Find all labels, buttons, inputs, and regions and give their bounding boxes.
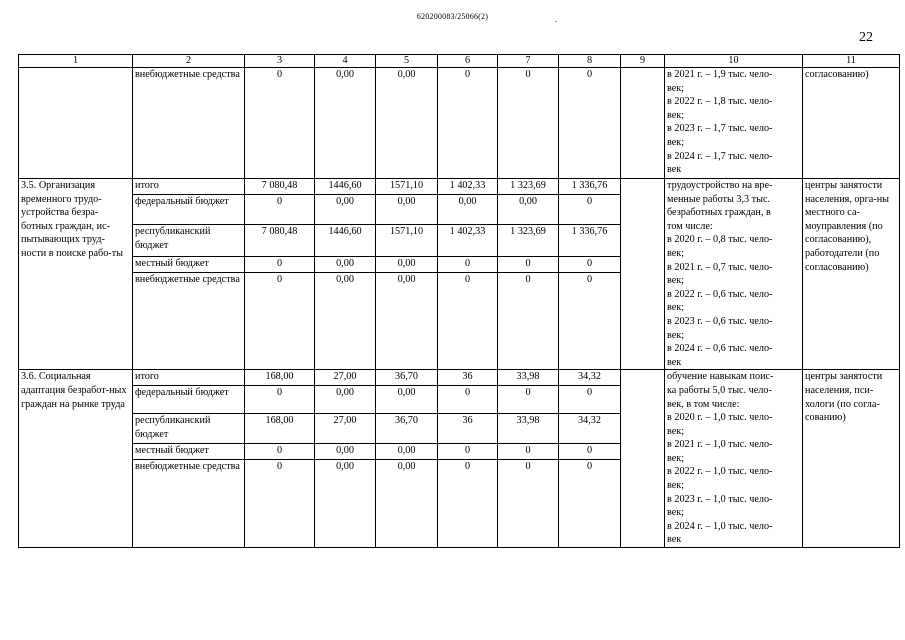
amount-cell: 1446,60 (315, 225, 376, 256)
amount-cell: 1446,60 (315, 179, 376, 195)
column-header: 8 (559, 55, 621, 68)
amount-cell: 33,98 (498, 370, 559, 385)
funding-source-cell: федеральный бюджет (133, 385, 245, 414)
amount-cell: 0,00 (315, 444, 376, 459)
amount-cell: 1 336,76 (559, 179, 621, 195)
funding-source-cell: итого (133, 179, 245, 195)
program-table (18, 54, 900, 548)
indicator-line: в 2022 г. – 1,0 тыс. чело- (667, 466, 773, 478)
indicator-line: век; (667, 480, 685, 492)
amount-cell: 0,00 (376, 385, 438, 414)
amount-cell: 27,00 (315, 370, 376, 385)
measure-name-cell (19, 68, 133, 179)
amount-cell: 168,00 (245, 414, 315, 444)
amount-cell: 0,00 (376, 459, 438, 547)
indicator-line: в 2021 г. – 0,7 тыс. чело- (667, 261, 773, 273)
amount-cell: 0,00 (315, 195, 376, 225)
amount-cell: 0,00 (315, 68, 376, 179)
amount-cell: 0 (245, 273, 315, 370)
indicator-line: в 2020 г. – 0,8 тыс. чело- (667, 234, 773, 246)
amount-cell: 7 080,48 (245, 179, 315, 195)
column-number-row (19, 55, 900, 68)
amount-cell: 0,00 (438, 195, 498, 225)
amount-cell: 33,98 (498, 414, 559, 444)
amount-cell: 36 (438, 414, 498, 444)
amount-cell: 0 (559, 68, 621, 179)
empty-cell (621, 179, 665, 370)
amount-cell: 1 323,69 (498, 179, 559, 195)
indicator-line: в 2024 г. – 1,0 тыс. чело- (667, 520, 773, 532)
indicator-line: менные работы 3,3 тыс. (667, 193, 771, 205)
amount-cell: 0 (559, 459, 621, 547)
amount-cell: 0 (438, 444, 498, 459)
amount-cell: 0 (245, 68, 315, 179)
amount-cell: 0 (438, 273, 498, 370)
indicator-line: век; (667, 507, 685, 519)
funding-source-cell: местный бюджет (133, 444, 245, 459)
amount-cell: 0 (498, 385, 559, 414)
indicator-line: век, в том числе: (667, 398, 740, 410)
indicator-line: в 2021 г. – 1,9 тыс. чело- (667, 69, 773, 80)
funding-source-cell: внебюджетные средства (133, 68, 245, 179)
indicator-line: в 2024 г. – 1,7 тыс. чело- (667, 150, 773, 162)
executor-cell: согласованию) (803, 68, 900, 179)
column-header: 10 (665, 55, 803, 68)
measure-name-cell: 3.6. Социальная адаптация безработ-ных граждан на рынке труда (19, 370, 133, 548)
amount-cell: 0 (498, 256, 559, 272)
amount-cell: 1571,10 (376, 179, 438, 195)
amount-cell: 36 (438, 370, 498, 385)
amount-cell: 0 (559, 273, 621, 370)
amount-cell: 0,00 (376, 68, 438, 179)
indicator-line: век; (667, 136, 685, 148)
indicator-line: в 2024 г. – 0,6 тыс. чело- (667, 343, 773, 355)
amount-cell: 0 (245, 256, 315, 272)
funding-source-cell: местный бюджет (133, 256, 245, 272)
amount-cell: 0,00 (376, 273, 438, 370)
indicator-line: обучение навыкам поис- (667, 371, 774, 383)
document-id: 620200083/25066(2) (416, 12, 489, 21)
indicator-cell (665, 179, 803, 370)
indicator-line: век (667, 164, 682, 176)
indicator-line: век; (667, 329, 685, 341)
indicator-line: том числе: (667, 220, 713, 232)
indicator-line: в 2023 г. – 1,0 тыс. чело- (667, 493, 773, 505)
table-row (19, 68, 900, 179)
amount-cell: 0 (559, 385, 621, 414)
funding-source-cell: федеральный бюджет (133, 195, 245, 225)
amount-cell: 0 (438, 459, 498, 547)
amount-cell: 34,32 (559, 370, 621, 385)
indicator-line: в 2023 г. – 0,6 тыс. чело- (667, 315, 773, 327)
amount-cell: 0 (559, 256, 621, 272)
amount-cell: 0 (438, 68, 498, 179)
funding-source-cell: внебюджетные средства (133, 459, 245, 547)
empty-cell (621, 68, 665, 179)
funding-source-cell: республиканский бюджет (133, 414, 245, 444)
indicator-line: век; (667, 452, 685, 464)
indicator-line: век; (667, 425, 685, 437)
amount-cell: 1 323,69 (498, 225, 559, 256)
indicator-line: в 2022 г. – 0,6 тыс. чело- (667, 288, 773, 300)
column-header: 9 (621, 55, 665, 68)
indicator-line: в 2022 г. – 1,8 тыс. чело- (667, 96, 773, 108)
table-row (19, 179, 900, 195)
amount-cell: 0,00 (498, 195, 559, 225)
column-header: 1 (19, 55, 133, 68)
indicator-line: в 2020 г. – 1,0 тыс. чело- (667, 412, 773, 424)
amount-cell: 0 (559, 444, 621, 459)
amount-cell: 1 402,33 (438, 225, 498, 256)
indicator-line: век; (667, 82, 685, 94)
funding-source-cell: внебюджетные средства (133, 273, 245, 370)
column-header: 2 (133, 55, 245, 68)
amount-cell: 34,32 (559, 414, 621, 444)
amount-cell: 0 (245, 444, 315, 459)
executor-cell: центры занятости населения, пси-хологи (по согла-сованию) (803, 370, 900, 548)
amount-cell: 36,70 (376, 414, 438, 444)
amount-cell: 36,70 (376, 370, 438, 385)
indicator-line: век (667, 534, 682, 546)
indicator-line: век; (667, 247, 685, 259)
amount-cell: 0 (498, 273, 559, 370)
indicator-line: трудоустройство на вре- (667, 180, 773, 191)
column-header: 7 (498, 55, 559, 68)
amount-cell: 0,00 (376, 444, 438, 459)
column-header: 5 (376, 55, 438, 68)
amount-cell: 0,00 (315, 459, 376, 547)
executor-cell: центры занятости населения, орга-ны местного са-моуправления (по согласованию), работодатели (по согласованию) (803, 179, 900, 370)
amount-cell: 7 080,48 (245, 225, 315, 256)
funding-source-cell: итого (133, 370, 245, 385)
amount-cell: 0 (438, 256, 498, 272)
indicator-line: безработных граждан, в (667, 207, 771, 219)
indicator-line: век; (667, 275, 685, 287)
funding-source-cell: республиканский бюджет (133, 225, 245, 256)
amount-cell: 1571,10 (376, 225, 438, 256)
amount-cell: 0,00 (376, 195, 438, 225)
table-row (19, 370, 900, 385)
page-number: 22 (859, 30, 873, 45)
indicator-cell (665, 68, 803, 179)
column-header: 4 (315, 55, 376, 68)
amount-cell: 0 (559, 195, 621, 225)
column-header: 11 (803, 55, 900, 68)
scan-mark: . (555, 15, 557, 24)
indicator-line: век; (667, 302, 685, 314)
indicator-line: ка работы 5,0 тыс. чело- (667, 384, 772, 396)
amount-cell: 0,00 (315, 273, 376, 370)
amount-cell: 0 (498, 459, 559, 547)
amount-cell: 0 (245, 195, 315, 225)
amount-cell: 0,00 (315, 385, 376, 414)
amount-cell: 168,00 (245, 370, 315, 385)
amount-cell: 0 (245, 459, 315, 547)
amount-cell: 1 336,76 (559, 225, 621, 256)
amount-cell: 0 (498, 68, 559, 179)
indicator-line: век (667, 356, 682, 368)
indicator-cell (665, 370, 803, 548)
empty-cell (621, 370, 665, 548)
indicator-line: век; (667, 109, 685, 121)
amount-cell: 0,00 (315, 256, 376, 272)
column-header: 6 (438, 55, 498, 68)
amount-cell: 1 402,33 (438, 179, 498, 195)
column-header: 3 (245, 55, 315, 68)
amount-cell: 0,00 (376, 256, 438, 272)
indicator-line: в 2023 г. – 1,7 тыс. чело- (667, 123, 773, 135)
indicator-line: в 2021 г. – 1,0 тыс. чело- (667, 439, 773, 451)
amount-cell: 0 (245, 385, 315, 414)
measure-name-cell: 3.5. Организация временного трудо-устройства безра-ботных граждан, ис-пытывающих труд-ности в поиске рабо-ты (19, 179, 133, 370)
amount-cell: 0 (498, 444, 559, 459)
amount-cell: 0 (438, 385, 498, 414)
amount-cell: 27,00 (315, 414, 376, 444)
